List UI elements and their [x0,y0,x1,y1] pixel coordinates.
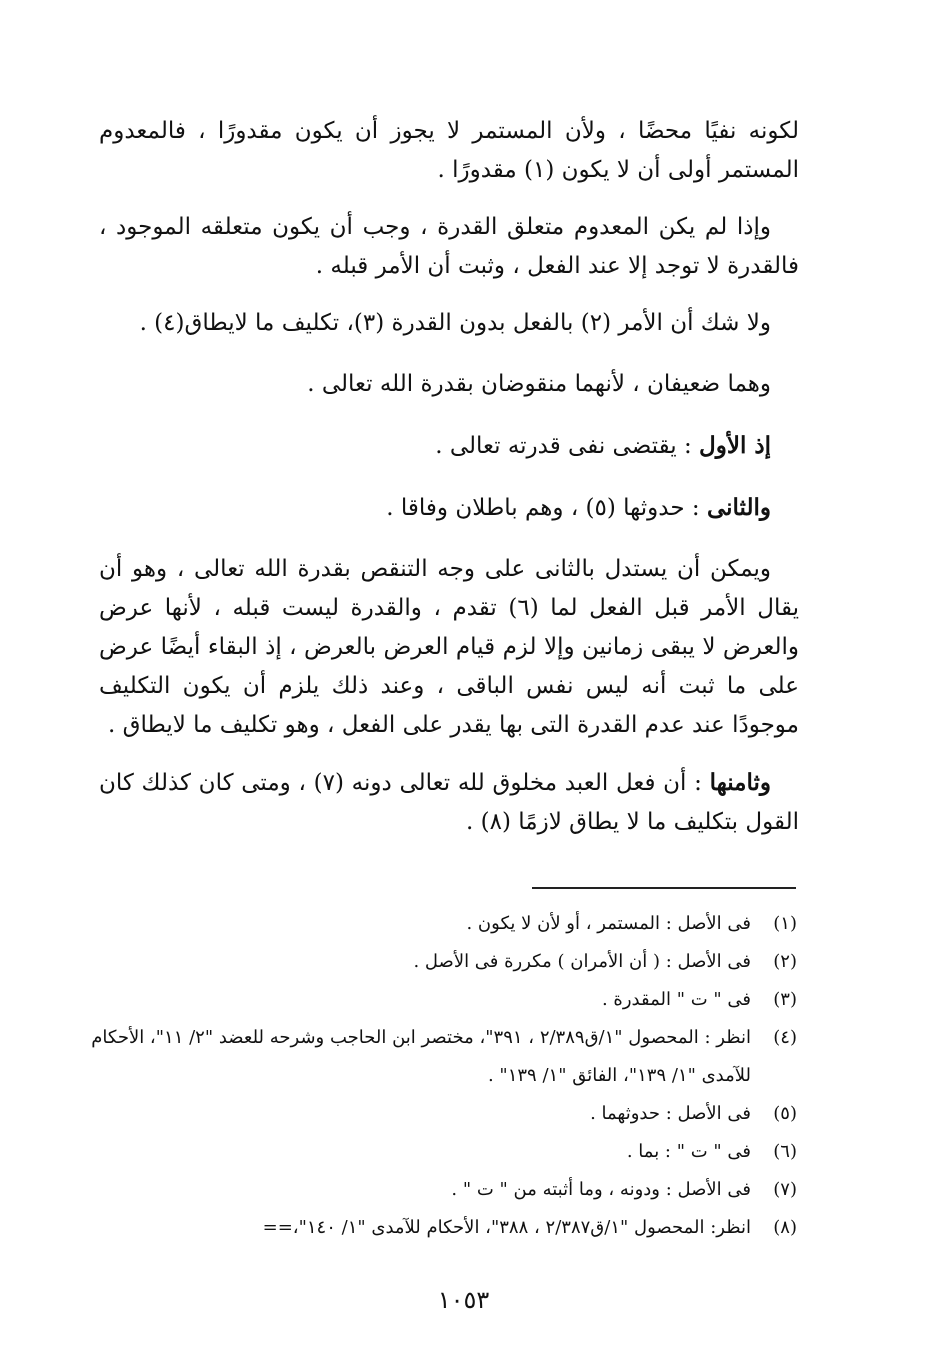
footnote-text: فى " ت " المقدرة . [601,989,751,1010]
footnote-number: (٤) [773,1027,797,1048]
paragraph-3: ولا شك أن الأمر (٢) بالفعل بدون القدرة (٣)، تكليف ما لايطاق(٤) . [139,310,771,336]
footnote-item [85,1209,797,1247]
footnote-text: فى الأصل : حدوثهما . [590,1103,751,1124]
paragraph-5-lead: إذ الأول [699,432,771,459]
footnote-number: (٨) [773,1217,797,1238]
paragraph-6 [99,488,799,528]
paragraph-5-text: : يقتضى نفى قدرته تعالى . [435,433,700,459]
footnote-number: (٥) [773,1103,797,1124]
paragraph-8-text: : أن فعل العبد مخلوق لله تعالى دونه (٧) ، ومتى كان كذلك كان القول بتكليف ما لا يطاق لازمًا (٨) . [99,770,799,835]
footnote-number: (١) [773,913,797,934]
footnote-number: (٢) [773,951,797,972]
footnote-number: (٧) [773,1179,797,1200]
paragraph-6-lead: والثانى [706,494,771,521]
footnote-item [85,1019,797,1095]
footnote-text: انظر : المحصول "١/ق٢/٣٨٩ ، ٣٩١"، مختصر ابن الحاجب وشرحه للعضد "٢/ ١١"، الأحكام للآمدى "١/ ١٣٩"، الفائق "١/ ١٣٩" . [91,1027,751,1086]
paragraph-7: ويمكن أن يستدل بالثانى على وجه التنقص بقدرة الله تعالى ، وهو أن يقال الأمر قبل الفعل لما (٦) تقدم ، والقدرة ليست قبله ، لأنها عرض والعرض لا يبقى زمانين وإلا لزم قيام العرض بالعرض ، إذ البقاء أيضًا عرض على ما ثبت أنه ليس نفس الباقى ، وعند ذلك يلزم أن يكون التكليف موجودًا عند عدم القدرة التى بها يقدر على الفعل ، وهو تكليف ما لايطاق . [99,556,800,738]
page-number: ١٠٥٣ [437,1286,490,1314]
footnote-text: فى الأصل : ودونه ، وما أثبته من " ت " . [451,1179,751,1200]
footnote-item [85,1095,797,1133]
main-text [99,112,799,860]
paragraph-6-text: : حدوثها (٥) ، وهم باطلان وفاقا . [386,495,707,521]
footnote-item [85,1171,797,1209]
footnote-text: فى الأصل : المستمر ، أو لأن لا يكون . [466,913,751,934]
footnote-number: (٦) [773,1141,797,1162]
footnote-item [85,943,797,981]
paragraph-2: وإذا لم يكن المعدوم متعلق القدرة ، وجب أن يكون متعلقه الموجود ، فالقدرة لا توجد إلا عند الفعل ، وثبت أن الأمر قبله . [99,214,799,279]
footnote-item [85,905,797,943]
footnote-text: فى " ت " : بما . [626,1141,751,1162]
footnote-number: (٣) [773,989,797,1010]
paragraph-8 [99,763,799,842]
footnote-item [85,1133,797,1171]
paragraph-5 [99,426,799,466]
paragraph-4: وهما ضعيفان ، لأنهما منقوضان بقدرة الله تعالى . [307,371,771,397]
paragraph-1: لكونه نفيًا محضًا ، ولأن المستمر لا يجوز أن يكون مقدورًا ، فالمعدوم المستمر أولى أن لا يكون (١) مقدورًا . [99,118,799,183]
paragraph-8-lead: وثامنها [709,769,771,796]
footnote-text: فى الأصل : ( أن الأمران ) مكررة فى الأصل . [413,951,751,972]
footnote-item [85,981,797,1019]
footnote-separator [532,887,796,889]
footnotes [85,905,797,1247]
footnote-text: انظر: المحصول "١/ق٢/٣٨٧ ، ٣٨٨"، الأحكام للآمدى "١/ ١٤٠"،== [262,1217,751,1238]
